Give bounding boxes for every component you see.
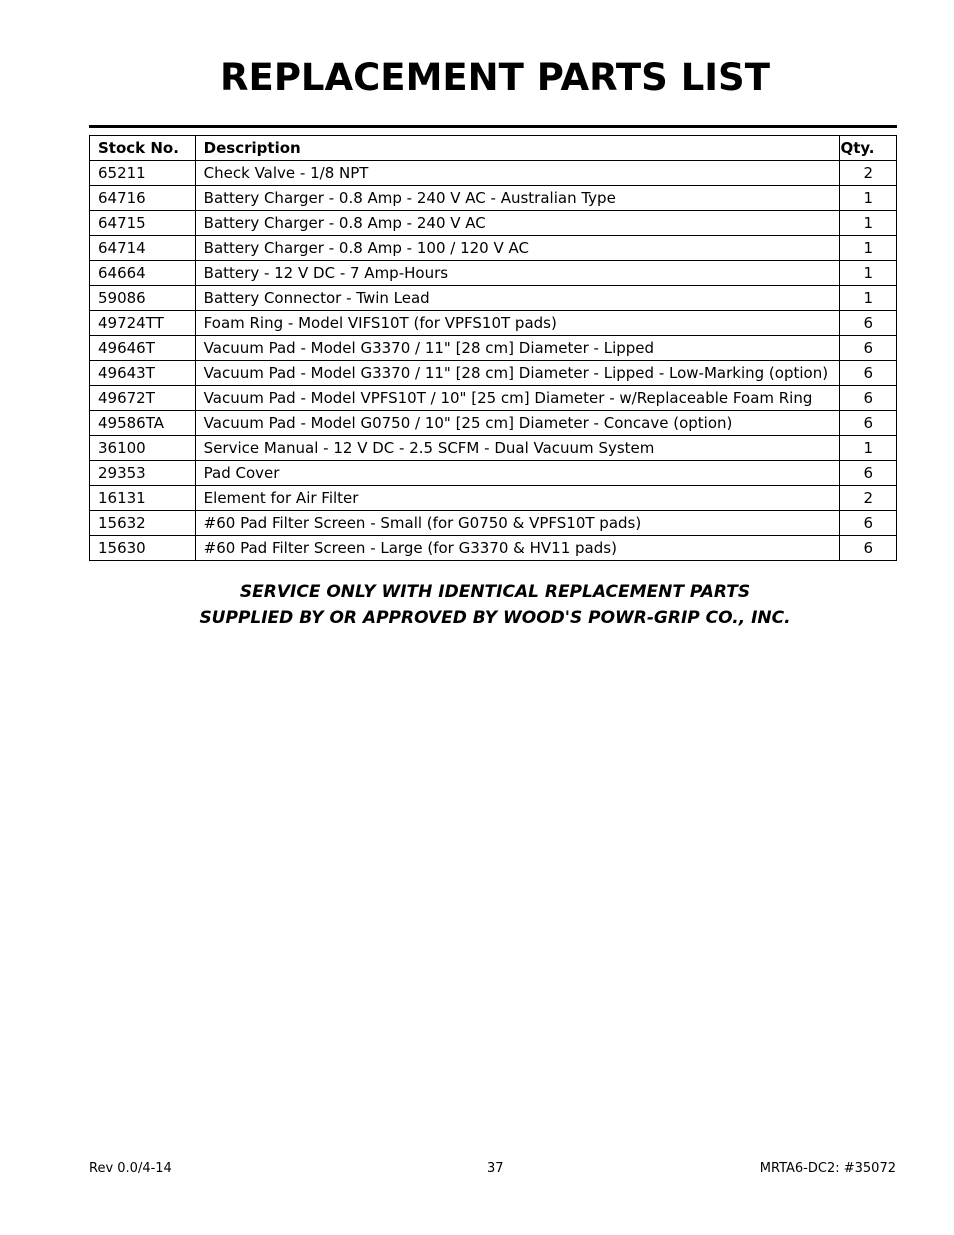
page-title: REPLACEMENT PARTS LIST xyxy=(220,56,770,99)
cell-qty: 1 xyxy=(840,186,897,211)
cell-qty: 1 xyxy=(840,261,897,286)
table-row xyxy=(90,211,897,236)
header-qty: Qty. xyxy=(840,136,897,161)
table-row xyxy=(90,286,897,311)
table-row xyxy=(90,461,897,486)
table-row xyxy=(90,186,897,211)
cell-stock-no: 64664 xyxy=(90,261,196,286)
cell-stock-no: 64715 xyxy=(90,211,196,236)
table-row xyxy=(90,261,897,286)
parts-table-body xyxy=(90,161,897,561)
table-row xyxy=(90,336,897,361)
table-row xyxy=(90,386,897,411)
header-stock-no: Stock No. xyxy=(90,136,196,161)
service-notice-line-2: SUPPLIED BY OR APPROVED BY WOOD'S POWR-GRIP CO., INC. xyxy=(199,608,791,628)
table-header-row xyxy=(90,136,897,161)
cell-stock-no: 36100 xyxy=(90,436,196,461)
table-row xyxy=(90,511,897,536)
cell-qty: 6 xyxy=(840,536,897,561)
cell-stock-no: 49643T xyxy=(90,361,196,386)
table-row xyxy=(90,436,897,461)
cell-qty: 2 xyxy=(840,161,897,186)
cell-description: Battery Connector - Twin Lead xyxy=(195,286,840,311)
table-row xyxy=(90,361,897,386)
cell-qty: 1 xyxy=(840,211,897,236)
service-notice-line-1: SERVICE ONLY WITH IDENTICAL REPLACEMENT PARTS xyxy=(239,582,751,602)
table-row xyxy=(90,161,897,186)
cell-description: Vacuum Pad - Model G3370 / 11" [28 cm] Diameter - Lipped xyxy=(195,336,840,361)
table-row xyxy=(90,536,897,561)
table-row xyxy=(90,311,897,336)
cell-description: Vacuum Pad - Model G0750 / 10" [25 cm] Diameter - Concave (option) xyxy=(195,411,840,436)
cell-stock-no: 15630 xyxy=(90,536,196,561)
cell-description: #60 Pad Filter Screen - Small (for G0750 & VPFS10T pads) xyxy=(195,511,840,536)
cell-stock-no: 49586TA xyxy=(90,411,196,436)
cell-description: Pad Cover xyxy=(195,461,840,486)
cell-description: Service Manual - 12 V DC - 2.5 SCFM - Dual Vacuum System xyxy=(195,436,840,461)
cell-qty: 2 xyxy=(840,486,897,511)
cell-description: Check Valve - 1/8 NPT xyxy=(195,161,840,186)
cell-description: Battery Charger - 0.8 Amp - 240 V AC - Australian Type xyxy=(195,186,840,211)
header-description: Description xyxy=(195,136,840,161)
table-row xyxy=(90,486,897,511)
cell-description: Vacuum Pad - Model G3370 / 11" [28 cm] Diameter - Lipped - Low-Marking (option) xyxy=(195,361,840,386)
cell-description: Element for Air Filter xyxy=(195,486,840,511)
cell-stock-no: 49646T xyxy=(90,336,196,361)
cell-qty: 6 xyxy=(840,411,897,436)
cell-description: Battery Charger - 0.8 Amp - 100 / 120 V AC xyxy=(195,236,840,261)
table-row xyxy=(90,236,897,261)
footer-page-number: 37 xyxy=(487,1161,504,1176)
cell-description: Foam Ring - Model VIFS10T (for VPFS10T pads) xyxy=(195,311,840,336)
parts-table xyxy=(89,135,897,561)
cell-stock-no: 59086 xyxy=(90,286,196,311)
cell-qty: 1 xyxy=(840,436,897,461)
cell-stock-no: 49672T xyxy=(90,386,196,411)
cell-description: #60 Pad Filter Screen - Large (for G3370 & HV11 pads) xyxy=(195,536,840,561)
title-divider xyxy=(89,125,897,128)
cell-description: Battery - 12 V DC - 7 Amp-Hours xyxy=(195,261,840,286)
cell-qty: 6 xyxy=(840,361,897,386)
cell-qty: 6 xyxy=(840,511,897,536)
cell-stock-no: 16131 xyxy=(90,486,196,511)
cell-qty: 6 xyxy=(840,386,897,411)
cell-qty: 1 xyxy=(840,286,897,311)
cell-qty: 6 xyxy=(840,461,897,486)
footer-revision: Rev 0.0/4-14 xyxy=(89,1161,172,1176)
footer-doc-id: MRTA6-DC2: #35072 xyxy=(759,1161,896,1176)
cell-stock-no: 49724TT xyxy=(90,311,196,336)
cell-stock-no: 65211 xyxy=(90,161,196,186)
cell-qty: 6 xyxy=(840,336,897,361)
cell-stock-no: 64714 xyxy=(90,236,196,261)
cell-stock-no: 64716 xyxy=(90,186,196,211)
cell-qty: 6 xyxy=(840,311,897,336)
table-row xyxy=(90,411,897,436)
cell-description: Battery Charger - 0.8 Amp - 240 V AC xyxy=(195,211,840,236)
cell-description: Vacuum Pad - Model VPFS10T / 10" [25 cm] Diameter - w/Replaceable Foam Ring xyxy=(195,386,840,411)
cell-stock-no: 29353 xyxy=(90,461,196,486)
cell-qty: 1 xyxy=(840,236,897,261)
cell-stock-no: 15632 xyxy=(90,511,196,536)
